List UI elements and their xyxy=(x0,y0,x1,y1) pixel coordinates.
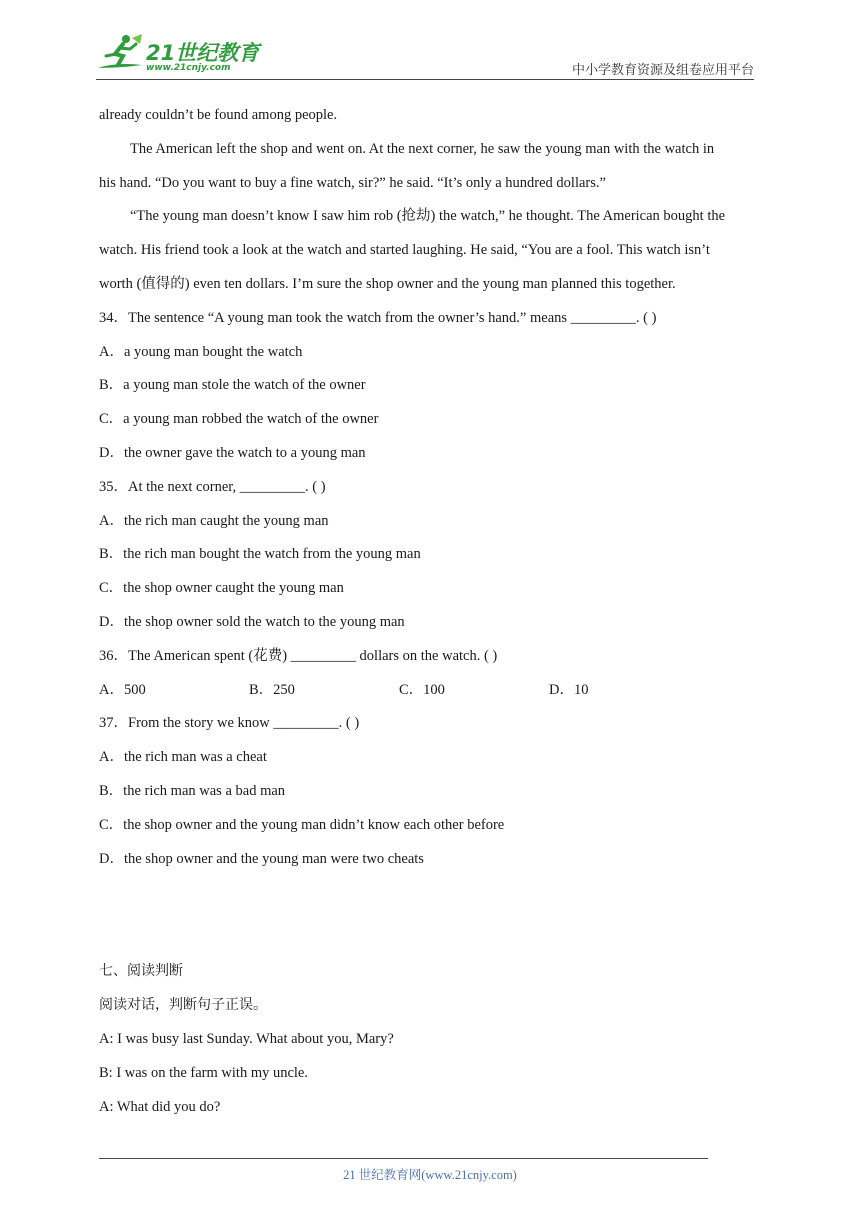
question-37-stem: 37．From the story we know _________. ( ) xyxy=(99,715,360,731)
passage-line-1: already couldn’t be found among people. xyxy=(99,107,338,123)
platform-name: 中小学教育资源及组卷应用平台 xyxy=(571,63,754,78)
passage-line-5: watch. His friend took a look at the watch and started laughing. He said, “You are a fool. This watch isn’t xyxy=(99,242,710,258)
passage-line-3: his hand. “Do you want to buy a fine watch, sir?” he said. “It’s only a hundred dollars.” xyxy=(99,175,606,191)
footer-divider xyxy=(99,1158,708,1159)
dialogue-line-3: A: What did you do? xyxy=(99,1099,221,1115)
section-7-title: 七、阅读判断 xyxy=(99,963,183,979)
question-37-option-c: C．the shop owner and the young man didn’t know each other before xyxy=(99,817,505,833)
question-36-option-a: A．500 xyxy=(99,682,146,698)
logo-brand-text: 21世纪教育 xyxy=(146,41,260,65)
logo-url-text: www.21cnjy.com xyxy=(146,63,231,73)
question-36-option-b: B．250 xyxy=(249,682,295,698)
question-35-option-d: D．the shop owner sold the watch to the young man xyxy=(99,614,405,630)
question-34-option-d: D．the owner gave the watch to a young man xyxy=(99,445,366,461)
question-34-option-a: A．a young man bought the watch xyxy=(99,344,303,360)
header-divider xyxy=(96,79,754,80)
passage-line-4: “The young man doesn’t know I saw him rob (抢劫) the watch,” he thought. The American bought the xyxy=(130,208,726,224)
passage-line-6: worth (值得的) even ten dollars. I’m sure the shop owner and the young man planned this together. xyxy=(99,276,676,292)
dialogue-line-1: A: I was busy last Sunday. What about you, Mary? xyxy=(99,1031,394,1047)
question-34-option-b: B．a young man stole the watch of the owner xyxy=(99,377,366,393)
question-35-stem: 35．At the next corner, _________. ( ) xyxy=(99,479,326,495)
footer-link[interactable]: 21 世纪教育网(www.21cnjy.com) xyxy=(343,1168,517,1182)
question-35-option-a: A．the rich man caught the young man xyxy=(99,513,329,529)
section-7-instruction: 阅读对话，判断句子正误。 xyxy=(99,997,267,1013)
question-36-option-d: D．10 xyxy=(549,682,589,698)
question-35-option-b: B．the rich man bought the watch from the young man xyxy=(99,546,421,562)
passage-line-2: The American left the shop and went on. At the next corner, he saw the young man with the watch in xyxy=(130,141,715,157)
runner-logo-icon xyxy=(96,32,146,72)
question-37-option-b: B．the rich man was a bad man xyxy=(99,783,286,799)
question-34-option-c: C．a young man robbed the watch of the owner xyxy=(99,411,379,427)
question-35-option-c: C．the shop owner caught the young man xyxy=(99,580,344,596)
dialogue-line-2: B: I was on the farm with my uncle. xyxy=(99,1065,308,1081)
site-logo xyxy=(96,30,276,78)
question-36-option-c: C．100 xyxy=(399,682,445,698)
page-header xyxy=(96,30,754,80)
question-34-stem: 34．The sentence “A young man took the watch from the owner’s hand.” means _________. ( ) xyxy=(99,310,657,326)
question-37-option-d: D．the shop owner and the young man were two cheats xyxy=(99,851,424,867)
question-36-stem: 36．The American spent (花费) _________ dollars on the watch. ( ) xyxy=(99,648,498,664)
question-37-option-a: A．the rich man was a cheat xyxy=(99,749,267,765)
